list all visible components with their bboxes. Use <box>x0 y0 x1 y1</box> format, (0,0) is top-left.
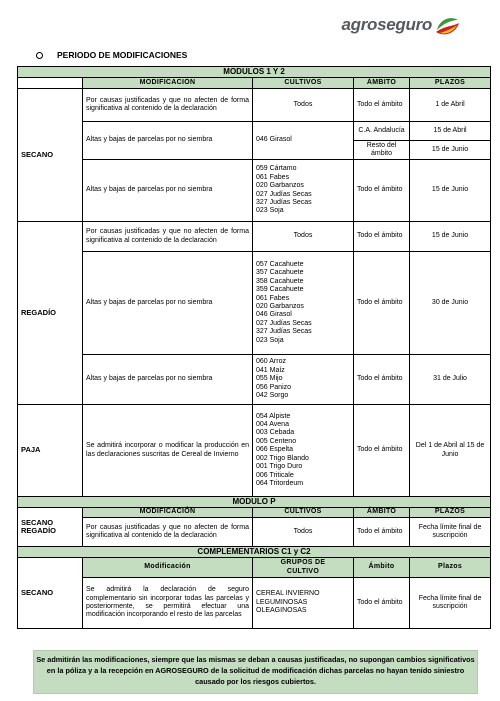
regadio-row1-plazo: 15 de Junio <box>410 222 491 252</box>
secano-row1-modificacion: Por causas justificadas y que no afecten de forma significativa al contenido de la declaración <box>83 89 253 122</box>
regadio-row3-modificacion: Altas y bajas de parcelas por no siembra <box>83 355 253 405</box>
modulo-p-title: MODULO P <box>18 497 491 508</box>
complementarios-title: COMPLEMENTARIOS C1 y C2 <box>18 547 491 558</box>
regadio-row3-plazo: 31 de Julio <box>410 355 491 405</box>
crop-item: 055 Mijo <box>256 375 283 383</box>
header-cultivos: CULTIVOS <box>253 508 354 518</box>
header-ambito: ÁMBITO <box>354 78 410 89</box>
regadio-row2-ambito: Todo el ámbito <box>354 252 410 355</box>
secano-row2-cultivos: 046 Girasol <box>253 122 354 160</box>
regadio-row1-modificacion: Por causas justificadas y que no afecten de forma significativa al contenido de la declaración <box>83 222 253 252</box>
secano-row1-plazo: 1 de Abril <box>410 89 491 122</box>
header-grupos-cultivo <box>253 558 354 578</box>
paja-modificacion: Se admitirá incorporar o modificar la producción en las declaraciones suscritas de Cereal de Invierno <box>83 405 253 497</box>
crop-item: 020 Garbanzos <box>256 182 304 190</box>
modifications-table <box>17 66 491 629</box>
header-grupos-line: CULTIVO <box>286 567 320 575</box>
crop-item: 041 Maíz <box>256 366 285 374</box>
crop-item: 061 Fabes <box>256 173 290 181</box>
secano-row3-ambito: Todo el ámbito <box>354 160 410 222</box>
crop-item: 004 Avena <box>256 421 289 429</box>
crop-item: 057 Cacahuete <box>256 260 304 268</box>
regadio-row2-plazo: 30 de Junio <box>410 252 491 355</box>
complementarios-modificacion: Se admitirá la declaración de seguro complementario sin incorporar todas las parcelas y posteriormente, se permitirá efectuar una modificación incorporando el resto de las parcelas <box>83 578 253 629</box>
section-heading-text: PERIODO DE MODIFICACIONES <box>57 50 188 60</box>
crop-item: 006 Triticale <box>256 471 294 479</box>
secano-row3-cultivos <box>253 160 354 222</box>
crop-item: 064 Tritordeum <box>256 479 304 487</box>
crop-item: 002 Trigo Blando <box>256 454 309 462</box>
header-plazos-mixed: Plazos <box>410 558 491 578</box>
crop-item: 023 Soja <box>256 207 284 215</box>
group-label-complementarios-secano: SECANO <box>18 558 83 629</box>
group-label-line: SECANO <box>21 517 54 527</box>
secano-row2-ambito-a: C.A. Andalucía <box>354 122 410 141</box>
section-heading <box>36 50 187 60</box>
header-ambito-mixed: Ámbito <box>354 558 410 578</box>
group-label-line: REGADÍO <box>21 526 57 535</box>
regadio-row2-modificacion: Altas y bajas de parcelas por no siembra <box>83 252 253 355</box>
crop-item: 061 Fabes <box>256 294 290 302</box>
header-ambito: ÁMBITO <box>354 508 410 518</box>
regadio-row3-cultivos <box>253 355 354 405</box>
crop-item: 359 Cacahuete <box>256 286 304 294</box>
brand-logo <box>341 12 460 38</box>
complementarios-plazo: Fecha límite final de suscripción <box>410 578 491 629</box>
crop-item: 358 Cacahuete <box>256 277 304 285</box>
leaf-logo-icon <box>434 14 460 40</box>
secano-row3-modificacion: Altas y bajas de parcelas por no siembra <box>83 160 253 222</box>
crop-item: 003 Cebada <box>256 429 295 437</box>
secano-row1-cultivos: Todos <box>253 89 354 122</box>
header-modificacion: MODIFICACIÓN <box>83 508 253 518</box>
crop-item: 066 Espelta <box>256 446 293 454</box>
header-modificacion: MODIFICACIÓN <box>83 78 253 89</box>
header-cultivos: CULTIVOS <box>253 78 354 89</box>
crop-group-item: OLEAGINOSAS <box>256 607 307 615</box>
circle-bullet-icon <box>36 52 43 59</box>
secano-row2-modificacion: Altas y bajas de parcelas por no siembra <box>83 122 253 160</box>
crop-item: 027 Judías Secas <box>256 190 312 198</box>
regadio-row3-ambito: Todo el ámbito <box>354 355 410 405</box>
secano-row2-ambito-b: Resto del ámbito <box>354 141 410 160</box>
crop-item: 327 Judías Secas <box>256 198 312 206</box>
crop-item: 001 Trigo Duro <box>256 463 303 471</box>
crop-item: 042 Sorgo <box>256 392 289 400</box>
modulo-p-cultivos: Todos <box>253 518 354 547</box>
group-label-regadio: REGADÍO <box>18 222 83 405</box>
crop-item: 046 Girasol <box>256 311 292 319</box>
crop-group-item: CEREAL INVIERNO <box>256 590 320 598</box>
modulo-p-plazo: Fecha límite final de suscripción <box>410 518 491 547</box>
crop-item: 327 Judías Secas <box>256 328 312 336</box>
regadio-row2-cultivos <box>253 252 354 355</box>
crop-item: 023 Soja <box>256 336 284 344</box>
header-grupos-line: GRUPOS DE <box>280 559 326 567</box>
regadio-row1-cultivos: Todos <box>253 222 354 252</box>
header-plazos: PLAZOS <box>410 78 491 89</box>
crop-group-item: LEGUMINOSAS <box>256 598 308 606</box>
crop-item: 054 Alpiste <box>256 412 291 420</box>
group-label-secano-regadio <box>18 508 83 547</box>
modulo-p-modificacion: Por causas justificadas y que no afecten de forma significativa al contenido de la declaración <box>83 518 253 547</box>
header-plazos: PLAZOS <box>410 508 491 518</box>
secano-row1-ambito: Todo el ámbito <box>354 89 410 122</box>
brand-name: agroseguro <box>341 15 432 34</box>
complementarios-grupos <box>253 578 354 629</box>
crop-item: 056 Panizo <box>256 383 292 391</box>
paja-ambito: Todo el ámbito <box>354 405 410 497</box>
secano-row2-plazo-a: 15 de Abril <box>410 122 491 141</box>
secano-row2-plazo-b: 15 de Junio <box>410 141 491 160</box>
crop-item: 357 Cacahuete <box>256 269 304 277</box>
footnote-box: Se admitirán las modificaciones, siempre que las mismas se deban a causas justificadas, no supongan cambios significativos en la póliza y a la recepción en AGROSEGURO de la solicitud de modificación dichas parcelas no hayan tenido siniestro causado por los riesgos cubiertos. <box>33 650 478 694</box>
crop-item: 060 Arroz <box>256 358 286 366</box>
modulos-1-2-title: MODULOS 1 Y 2 <box>18 67 491 78</box>
group-label-paja: PAJA <box>18 405 83 497</box>
crop-item: 059 Cártamo <box>256 165 297 173</box>
header-modificacion-mixed: Modificación <box>83 558 253 578</box>
regadio-row1-ambito: Todo el ámbito <box>354 222 410 252</box>
secano-row3-plazo: 15 de Junio <box>410 160 491 222</box>
crop-item: 020 Garbanzos <box>256 303 304 310</box>
paja-cultivos <box>253 405 354 497</box>
crop-item: 005 Centeno <box>256 437 297 445</box>
modulo-p-ambito: Todo el ámbito <box>354 518 410 547</box>
blank-cell <box>18 78 83 89</box>
crop-item: 027 Judías Secas <box>256 319 312 327</box>
paja-plazo: Del 1 de Abril al 15 de Junio <box>410 405 491 497</box>
complementarios-ambito: Todo el ámbito <box>354 578 410 629</box>
group-label-secano: SECANO <box>18 89 83 222</box>
